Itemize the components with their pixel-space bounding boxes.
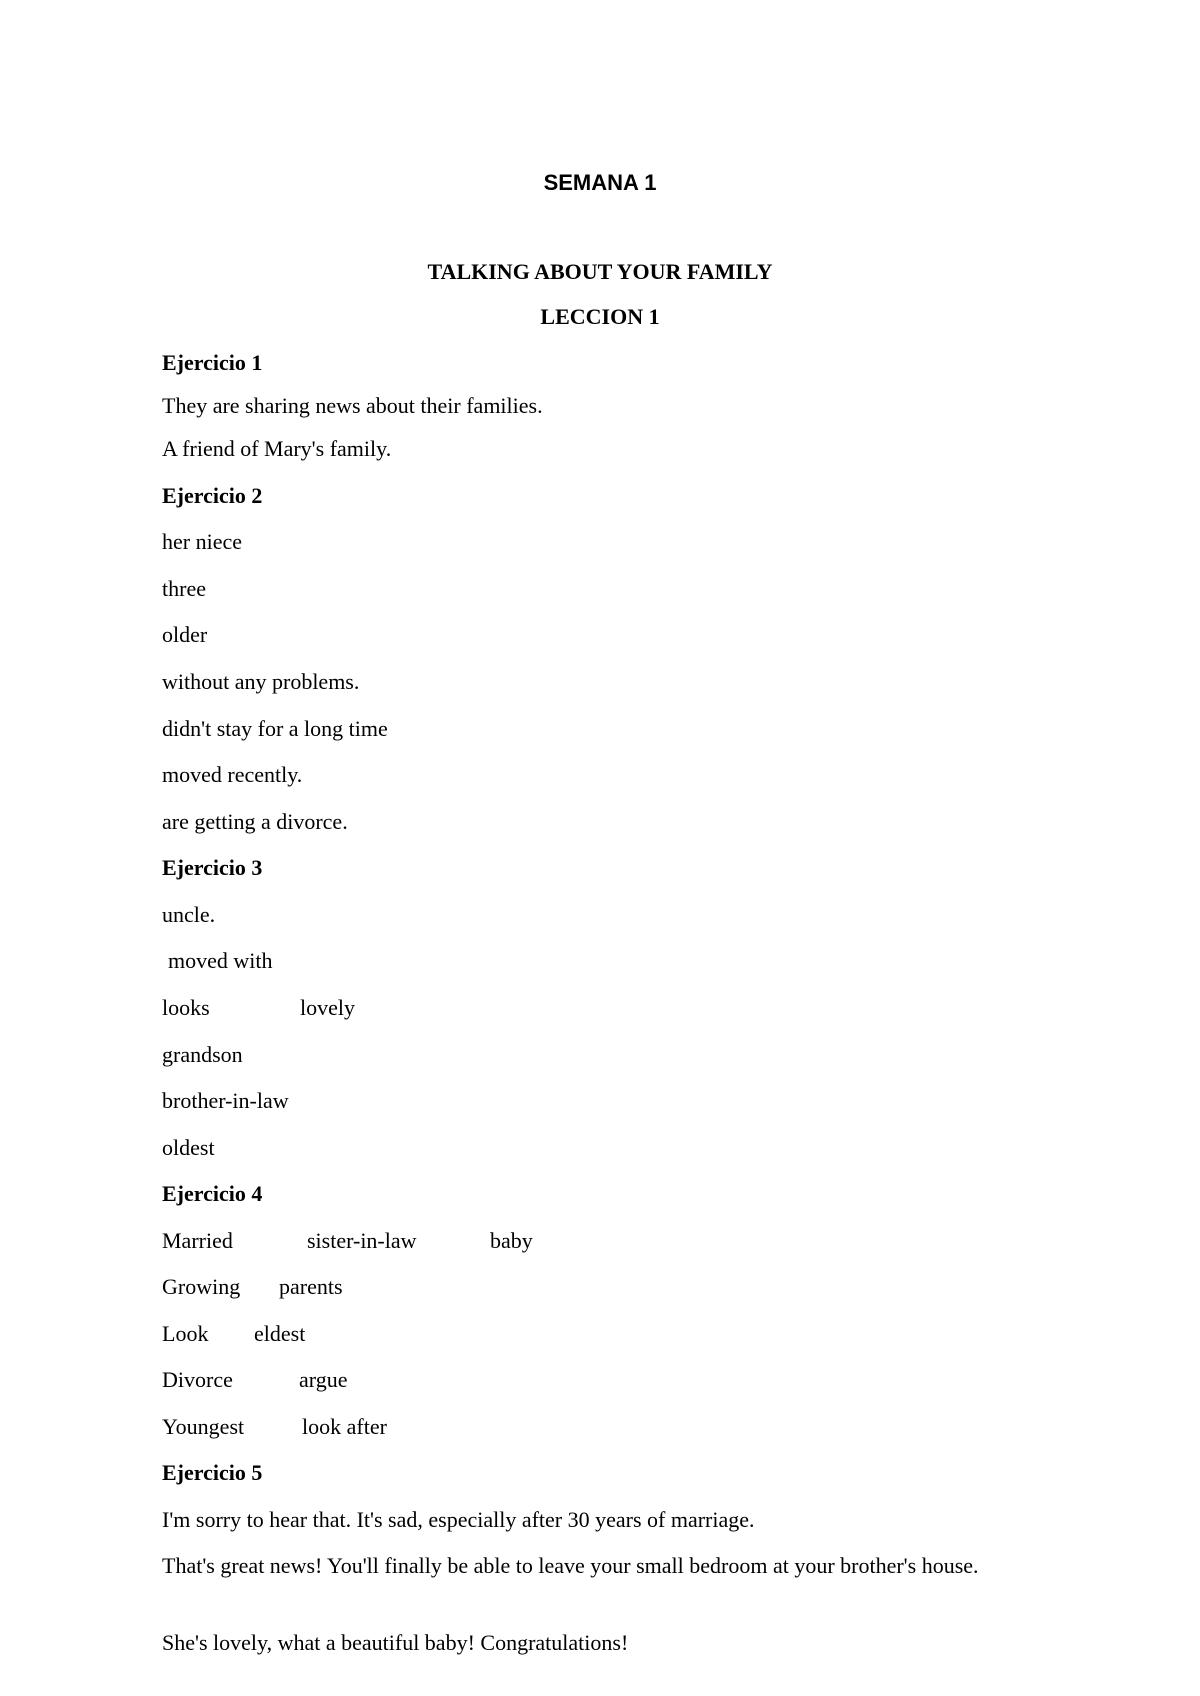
exercise-2-answer: without any problems. <box>162 669 360 694</box>
exercise-2-answer: her niece <box>162 529 242 554</box>
exercise-2-heading: Ejercicio 2 <box>162 483 263 508</box>
document-title: TALKING ABOUT YOUR FAMILY <box>427 259 773 284</box>
exercise-4-word: eldest <box>254 1321 306 1346</box>
exercise-2-answer: three <box>162 576 206 601</box>
exercise-3-answer: moved with <box>168 948 273 973</box>
exercise-3-answer: looks <box>162 995 210 1020</box>
exercise-5-answer: I'm sorry to hear that. It's sad, especially after 30 years of marriage. <box>162 1507 755 1532</box>
exercise-4-word: Look <box>162 1321 209 1346</box>
exercise-3-answer: uncle. <box>162 902 216 927</box>
exercise-4-heading: Ejercicio 4 <box>162 1181 263 1206</box>
exercise-3-heading: Ejercicio 3 <box>162 855 263 880</box>
exercise-4-word: Married <box>162 1228 233 1253</box>
exercise-5-heading: Ejercicio 5 <box>162 1460 263 1485</box>
exercise-2-answer: are getting a divorce. <box>162 809 348 834</box>
exercise-4-word: sister-in-law <box>307 1228 417 1253</box>
exercise-4-word: baby <box>490 1228 533 1253</box>
exercise-4-word: Growing <box>162 1274 241 1299</box>
week-heading: SEMANA 1 <box>543 170 657 195</box>
exercise-5-answer: She's lovely, what a beautiful baby! Congratulations! <box>162 1630 629 1655</box>
exercise-4-word: parents <box>279 1274 343 1299</box>
exercise-3-answer: brother-in-law <box>162 1088 289 1113</box>
exercise-4-word: look after <box>302 1414 387 1439</box>
exercise-3-answer: lovely <box>300 995 355 1020</box>
exercise-1-answer: They are sharing news about their families. <box>162 393 543 418</box>
lesson-heading: LECCION 1 <box>540 304 660 329</box>
exercise-3-answer: oldest <box>162 1135 215 1160</box>
exercise-1-answer: A friend of Mary's family. <box>162 436 392 461</box>
exercise-4-word: Divorce <box>162 1367 233 1392</box>
exercise-2-answer: didn't stay for a long time <box>162 716 388 741</box>
exercise-2-answer: older <box>162 622 208 647</box>
exercise-3-answer: grandson <box>162 1042 243 1067</box>
exercise-4-word: Youngest <box>162 1414 245 1439</box>
exercise-4-word: argue <box>299 1367 348 1392</box>
exercise-5-answer: That's great news! You'll finally be able to leave your small bedroom at your brother's house. <box>162 1553 979 1578</box>
exercise-1-heading: Ejercicio 1 <box>162 350 263 375</box>
exercise-2-answer: moved recently. <box>162 762 303 787</box>
